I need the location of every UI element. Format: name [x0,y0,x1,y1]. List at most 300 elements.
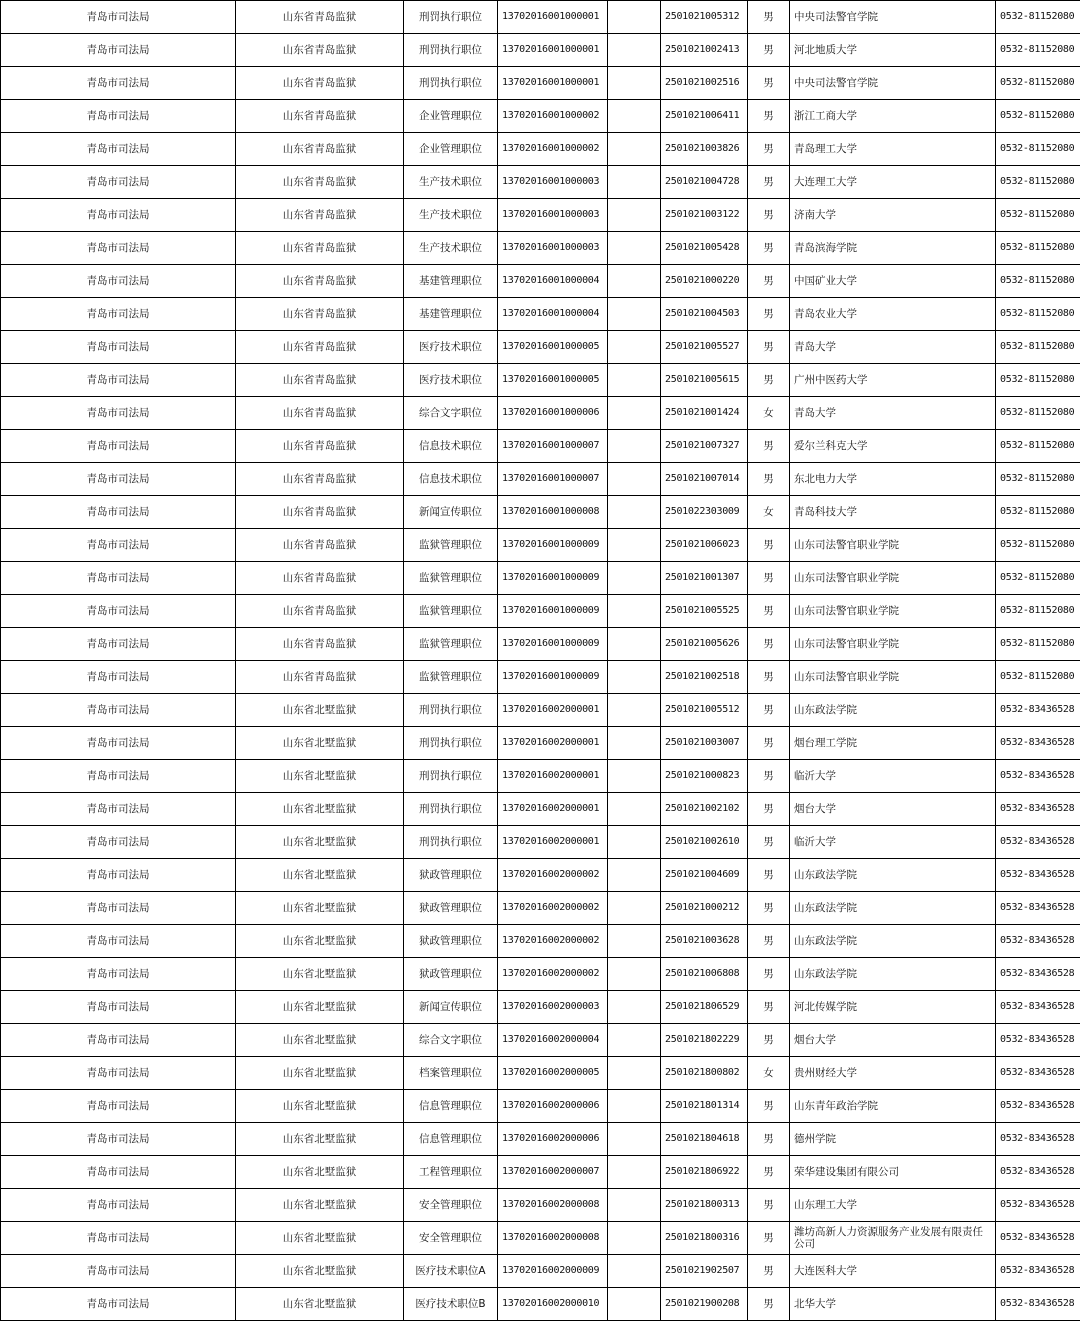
cell-exam-number: 2501021900208 [661,1288,748,1321]
cell-gender: 男 [748,1222,790,1255]
cell-blank [608,1189,661,1222]
cell-phone: 0532-81152080 [996,331,1080,364]
cell-position-code: 13702016002000005 [498,1057,608,1090]
cell-blank [608,859,661,892]
cell-exam-number: 2501021806922 [661,1156,748,1189]
cell-blank [608,1288,661,1321]
cell-school: 山东司法警官职业学院 [790,628,996,661]
cell-position: 安全管理职位 [404,1222,498,1255]
cell-blank [608,1024,661,1057]
cell-exam-number: 2501021003007 [661,727,748,760]
cell-gender: 男 [748,1024,790,1057]
cell-position-code: 13702016002000001 [498,826,608,859]
cell-blank [608,1156,661,1189]
cell-position: 狱政管理职位 [404,925,498,958]
cell-gender: 男 [748,331,790,364]
cell-phone: 0532-83436528 [996,760,1080,793]
table-row [1,265,1080,298]
cell-school: 潍坊高新人力资源服务产业发展有限责任公司 [790,1222,996,1255]
cell-school: 东北电力大学 [790,463,996,496]
cell-department: 青岛市司法局 [1,199,236,232]
cell-gender: 男 [748,595,790,628]
cell-blank [608,958,661,991]
cell-gender: 男 [748,463,790,496]
cell-school: 河北传媒学院 [790,991,996,1024]
cell-position: 刑罚执行职位 [404,694,498,727]
cell-blank [608,529,661,562]
cell-department: 青岛市司法局 [1,826,236,859]
cell-position: 刑罚执行职位 [404,727,498,760]
cell-exam-number: 2501021006808 [661,958,748,991]
cell-position-code: 13702016001000002 [498,133,608,166]
cell-gender: 男 [748,430,790,463]
cell-phone: 0532-81152080 [996,661,1080,694]
cell-school: 德州学院 [790,1123,996,1156]
table-row [1,1156,1080,1189]
cell-school: 大连理工大学 [790,166,996,199]
cell-position: 医疗技术职位 [404,364,498,397]
cell-exam-number: 2501021007327 [661,430,748,463]
cell-unit: 山东省北墅监狱 [236,793,404,826]
cell-phone: 0532-83436528 [996,892,1080,925]
cell-unit: 山东省青岛监狱 [236,331,404,364]
cell-unit: 山东省青岛监狱 [236,232,404,265]
table-row [1,397,1080,430]
cell-blank [608,892,661,925]
cell-position-code: 13702016001000003 [498,232,608,265]
cell-exam-number: 2501021800802 [661,1057,748,1090]
cell-position: 刑罚执行职位 [404,34,498,67]
cell-school: 山东司法警官职业学院 [790,529,996,562]
table-row [1,1024,1080,1057]
cell-blank [608,562,661,595]
cell-department: 青岛市司法局 [1,331,236,364]
cell-school: 贵州财经大学 [790,1057,996,1090]
cell-exam-number: 2501021003826 [661,133,748,166]
cell-school: 青岛农业大学 [790,298,996,331]
cell-department: 青岛市司法局 [1,595,236,628]
cell-department: 青岛市司法局 [1,397,236,430]
cell-unit: 山东省北墅监狱 [236,1123,404,1156]
cell-blank [608,760,661,793]
cell-position-code: 13702016001000006 [498,397,608,430]
cell-position-code: 13702016001000007 [498,463,608,496]
cell-gender: 男 [748,100,790,133]
cell-exam-number: 2501021800316 [661,1222,748,1255]
cell-position-code: 13702016002000003 [498,991,608,1024]
cell-phone: 0532-83436528 [996,826,1080,859]
cell-unit: 山东省北墅监狱 [236,1189,404,1222]
cell-unit: 山东省青岛监狱 [236,199,404,232]
cell-position: 狱政管理职位 [404,958,498,991]
cell-department: 青岛市司法局 [1,562,236,595]
cell-exam-number: 2501021005525 [661,595,748,628]
cell-phone: 0532-81152080 [996,133,1080,166]
cell-gender: 男 [748,760,790,793]
cell-department: 青岛市司法局 [1,859,236,892]
cell-unit: 山东省青岛监狱 [236,364,404,397]
cell-phone: 0532-83436528 [996,991,1080,1024]
cell-school: 中国矿业大学 [790,265,996,298]
cell-position-code: 13702016001000001 [498,34,608,67]
cell-gender: 男 [748,529,790,562]
table-row [1,1189,1080,1222]
cell-position-code: 13702016002000002 [498,958,608,991]
table-row [1,1222,1080,1255]
cell-position-code: 13702016002000006 [498,1090,608,1123]
cell-position-code: 13702016001000009 [498,562,608,595]
table-row [1,760,1080,793]
cell-school: 青岛滨海学院 [790,232,996,265]
cell-unit: 山东省北墅监狱 [236,958,404,991]
cell-position: 监狱管理职位 [404,562,498,595]
cell-department: 青岛市司法局 [1,991,236,1024]
cell-unit: 山东省青岛监狱 [236,397,404,430]
cell-phone: 0532-81152080 [996,529,1080,562]
table-row [1,67,1080,100]
cell-position-code: 13702016001000002 [498,100,608,133]
table-row [1,694,1080,727]
table-row [1,859,1080,892]
table-row [1,595,1080,628]
cell-position-code: 13702016001000004 [498,265,608,298]
cell-blank [608,331,661,364]
table-row [1,1090,1080,1123]
cell-school: 山东政法学院 [790,694,996,727]
cell-department: 青岛市司法局 [1,1255,236,1288]
cell-phone: 0532-81152080 [996,67,1080,100]
cell-position: 监狱管理职位 [404,661,498,694]
cell-unit: 山东省北墅监狱 [236,925,404,958]
cell-exam-number: 2501021902507 [661,1255,748,1288]
cell-position: 监狱管理职位 [404,595,498,628]
cell-phone: 0532-83436528 [996,1057,1080,1090]
table-row [1,661,1080,694]
cell-phone: 0532-83436528 [996,1288,1080,1321]
cell-position: 生产技术职位 [404,199,498,232]
cell-phone: 0532-81152080 [996,265,1080,298]
cell-position-code: 13702016001000001 [498,1,608,34]
cell-phone: 0532-83436528 [996,1189,1080,1222]
cell-blank [608,628,661,661]
cell-gender: 女 [748,397,790,430]
cell-gender: 男 [748,1288,790,1321]
cell-position: 医疗技术职位 [404,331,498,364]
cell-school: 中央司法警官学院 [790,67,996,100]
cell-position-code: 13702016001000001 [498,67,608,100]
cell-blank [608,133,661,166]
cell-position-code: 13702016002000008 [498,1189,608,1222]
cell-phone: 0532-81152080 [996,595,1080,628]
cell-position: 档案管理职位 [404,1057,498,1090]
cell-department: 青岛市司法局 [1,1189,236,1222]
cell-position: 综合文字职位 [404,1024,498,1057]
table-row [1,34,1080,67]
cell-unit: 山东省北墅监狱 [236,859,404,892]
cell-gender: 女 [748,1057,790,1090]
cell-department: 青岛市司法局 [1,100,236,133]
cell-exam-number: 2501021802229 [661,1024,748,1057]
cell-department: 青岛市司法局 [1,67,236,100]
cell-exam-number: 2501021006411 [661,100,748,133]
cell-position-code: 13702016001000009 [498,628,608,661]
cell-school: 大连医科大学 [790,1255,996,1288]
cell-gender: 男 [748,364,790,397]
cell-blank [608,694,661,727]
table-row [1,958,1080,991]
cell-gender: 男 [748,859,790,892]
cell-phone: 0532-81152080 [996,166,1080,199]
cell-blank [608,430,661,463]
table-body [1,1,1080,1321]
cell-gender: 男 [748,232,790,265]
table-row [1,1288,1080,1321]
cell-department: 青岛市司法局 [1,1024,236,1057]
cell-blank [608,199,661,232]
cell-unit: 山东省北墅监狱 [236,1255,404,1288]
table-row [1,1,1080,34]
cell-blank [608,991,661,1024]
cell-school: 中央司法警官学院 [790,1,996,34]
cell-department: 青岛市司法局 [1,430,236,463]
cell-blank [608,34,661,67]
cell-gender: 男 [748,562,790,595]
cell-school: 临沂大学 [790,826,996,859]
cell-school: 青岛大学 [790,331,996,364]
cell-phone: 0532-81152080 [996,463,1080,496]
cell-position: 刑罚执行职位 [404,793,498,826]
cell-exam-number: 2501021007014 [661,463,748,496]
table-row [1,925,1080,958]
cell-department: 青岛市司法局 [1,34,236,67]
cell-position-code: 13702016002000002 [498,892,608,925]
cell-school: 山东理工大学 [790,1189,996,1222]
cell-gender: 男 [748,991,790,1024]
cell-school: 山东司法警官职业学院 [790,661,996,694]
cell-position: 医疗技术职位B [404,1288,498,1321]
cell-department: 青岛市司法局 [1,232,236,265]
cell-exam-number: 2501021801314 [661,1090,748,1123]
cell-school: 烟台大学 [790,793,996,826]
cell-department: 青岛市司法局 [1,298,236,331]
cell-position-code: 13702016001000005 [498,331,608,364]
table-row [1,199,1080,232]
cell-department: 青岛市司法局 [1,1,236,34]
cell-blank [608,397,661,430]
cell-unit: 山东省青岛监狱 [236,34,404,67]
cell-phone: 0532-81152080 [996,430,1080,463]
cell-position-code: 13702016001000009 [498,661,608,694]
cell-blank [608,1090,661,1123]
cell-gender: 男 [748,199,790,232]
cell-unit: 山东省北墅监狱 [236,991,404,1024]
cell-blank [608,661,661,694]
cell-phone: 0532-83436528 [996,1090,1080,1123]
cell-position: 信息管理职位 [404,1123,498,1156]
cell-exam-number: 2501021005512 [661,694,748,727]
cell-position: 安全管理职位 [404,1189,498,1222]
cell-school: 济南大学 [790,199,996,232]
cell-gender: 男 [748,34,790,67]
cell-gender: 男 [748,1255,790,1288]
table-row [1,331,1080,364]
table-row [1,727,1080,760]
cell-exam-number: 2501021003122 [661,199,748,232]
cell-unit: 山东省北墅监狱 [236,1156,404,1189]
cell-phone: 0532-81152080 [996,199,1080,232]
cell-phone: 0532-81152080 [996,232,1080,265]
cell-position: 信息技术职位 [404,463,498,496]
cell-phone: 0532-81152080 [996,496,1080,529]
cell-department: 青岛市司法局 [1,529,236,562]
cell-unit: 山东省青岛监狱 [236,595,404,628]
cell-phone: 0532-81152080 [996,298,1080,331]
cell-position-code: 13702016002000008 [498,1222,608,1255]
table-row [1,793,1080,826]
cell-gender: 男 [748,1,790,34]
cell-department: 青岛市司法局 [1,496,236,529]
cell-department: 青岛市司法局 [1,1156,236,1189]
cell-gender: 男 [748,694,790,727]
cell-department: 青岛市司法局 [1,463,236,496]
cell-unit: 山东省青岛监狱 [236,562,404,595]
cell-blank [608,727,661,760]
cell-position: 生产技术职位 [404,166,498,199]
table-row [1,430,1080,463]
cell-phone: 0532-83436528 [996,1123,1080,1156]
cell-blank [608,298,661,331]
cell-gender: 男 [748,793,790,826]
cell-school: 浙江工商大学 [790,100,996,133]
table-row [1,529,1080,562]
cell-department: 青岛市司法局 [1,661,236,694]
cell-exam-number: 2501021004728 [661,166,748,199]
cell-school: 烟台大学 [790,1024,996,1057]
cell-position-code: 13702016001000008 [498,496,608,529]
cell-unit: 山东省北墅监狱 [236,727,404,760]
cell-unit: 山东省青岛监狱 [236,430,404,463]
table-row [1,133,1080,166]
cell-position: 刑罚执行职位 [404,760,498,793]
cell-phone: 0532-81152080 [996,397,1080,430]
cell-department: 青岛市司法局 [1,892,236,925]
cell-gender: 女 [748,496,790,529]
cell-gender: 男 [748,661,790,694]
cell-position-code: 13702016002000007 [498,1156,608,1189]
cell-gender: 男 [748,1090,790,1123]
cell-department: 青岛市司法局 [1,1123,236,1156]
cell-exam-number: 2501021001307 [661,562,748,595]
cell-department: 青岛市司法局 [1,694,236,727]
cell-exam-number: 2501021006023 [661,529,748,562]
cell-gender: 男 [748,298,790,331]
cell-blank [608,232,661,265]
cell-phone: 0532-81152080 [996,100,1080,133]
cell-unit: 山东省北墅监狱 [236,1222,404,1255]
cell-school: 青岛理工大学 [790,133,996,166]
cell-gender: 男 [748,67,790,100]
cell-exam-number: 2501021005312 [661,1,748,34]
cell-position-code: 13702016001000004 [498,298,608,331]
cell-phone: 0532-81152080 [996,364,1080,397]
table-row [1,628,1080,661]
cell-school: 山东政法学院 [790,859,996,892]
table-row [1,364,1080,397]
cell-unit: 山东省青岛监狱 [236,166,404,199]
cell-department: 青岛市司法局 [1,628,236,661]
cell-position-code: 13702016002000001 [498,793,608,826]
cell-position: 企业管理职位 [404,100,498,133]
cell-gender: 男 [748,1123,790,1156]
cell-department: 青岛市司法局 [1,727,236,760]
table-row [1,1057,1080,1090]
cell-unit: 山东省北墅监狱 [236,1090,404,1123]
cell-school: 青岛大学 [790,397,996,430]
cell-position: 监狱管理职位 [404,529,498,562]
cell-exam-number: 2501021002102 [661,793,748,826]
cell-department: 青岛市司法局 [1,166,236,199]
cell-gender: 男 [748,1156,790,1189]
cell-blank [608,67,661,100]
cell-position: 刑罚执行职位 [404,826,498,859]
cell-unit: 山东省青岛监狱 [236,67,404,100]
cell-position-code: 13702016002000009 [498,1255,608,1288]
cell-phone: 0532-83436528 [996,925,1080,958]
cell-unit: 山东省北墅监狱 [236,826,404,859]
cell-position: 刑罚执行职位 [404,1,498,34]
cell-position-code: 13702016002000001 [498,727,608,760]
cell-position-code: 13702016002000004 [498,1024,608,1057]
cell-gender: 男 [748,1189,790,1222]
cell-department: 青岛市司法局 [1,364,236,397]
cell-exam-number: 2501021005615 [661,364,748,397]
cell-exam-number: 2501021000220 [661,265,748,298]
cell-department: 青岛市司法局 [1,793,236,826]
cell-blank [608,100,661,133]
cell-department: 青岛市司法局 [1,1057,236,1090]
cell-exam-number: 2501021000823 [661,760,748,793]
cell-unit: 山东省北墅监狱 [236,694,404,727]
cell-school: 山东青年政治学院 [790,1090,996,1123]
table-row [1,232,1080,265]
cell-exam-number: 2501021004503 [661,298,748,331]
cell-department: 青岛市司法局 [1,1090,236,1123]
cell-phone: 0532-81152080 [996,562,1080,595]
cell-position-code: 13702016001000007 [498,430,608,463]
cell-unit: 山东省青岛监狱 [236,628,404,661]
table-row [1,892,1080,925]
cell-position-code: 13702016002000001 [498,760,608,793]
cell-gender: 男 [748,826,790,859]
cell-school: 荣华建设集团有限公司 [790,1156,996,1189]
cell-phone: 0532-83436528 [996,727,1080,760]
cell-position-code: 13702016002000001 [498,694,608,727]
cell-blank [608,166,661,199]
cell-position: 狱政管理职位 [404,892,498,925]
cell-blank [608,463,661,496]
cell-gender: 男 [748,166,790,199]
cell-unit: 山东省北墅监狱 [236,760,404,793]
cell-department: 青岛市司法局 [1,760,236,793]
cell-position: 监狱管理职位 [404,628,498,661]
cell-exam-number: 2501021804618 [661,1123,748,1156]
cell-unit: 山东省青岛监狱 [236,298,404,331]
cell-position: 新闻宣传职位 [404,991,498,1024]
table-row [1,298,1080,331]
table-row [1,166,1080,199]
table-row [1,100,1080,133]
table-row [1,463,1080,496]
